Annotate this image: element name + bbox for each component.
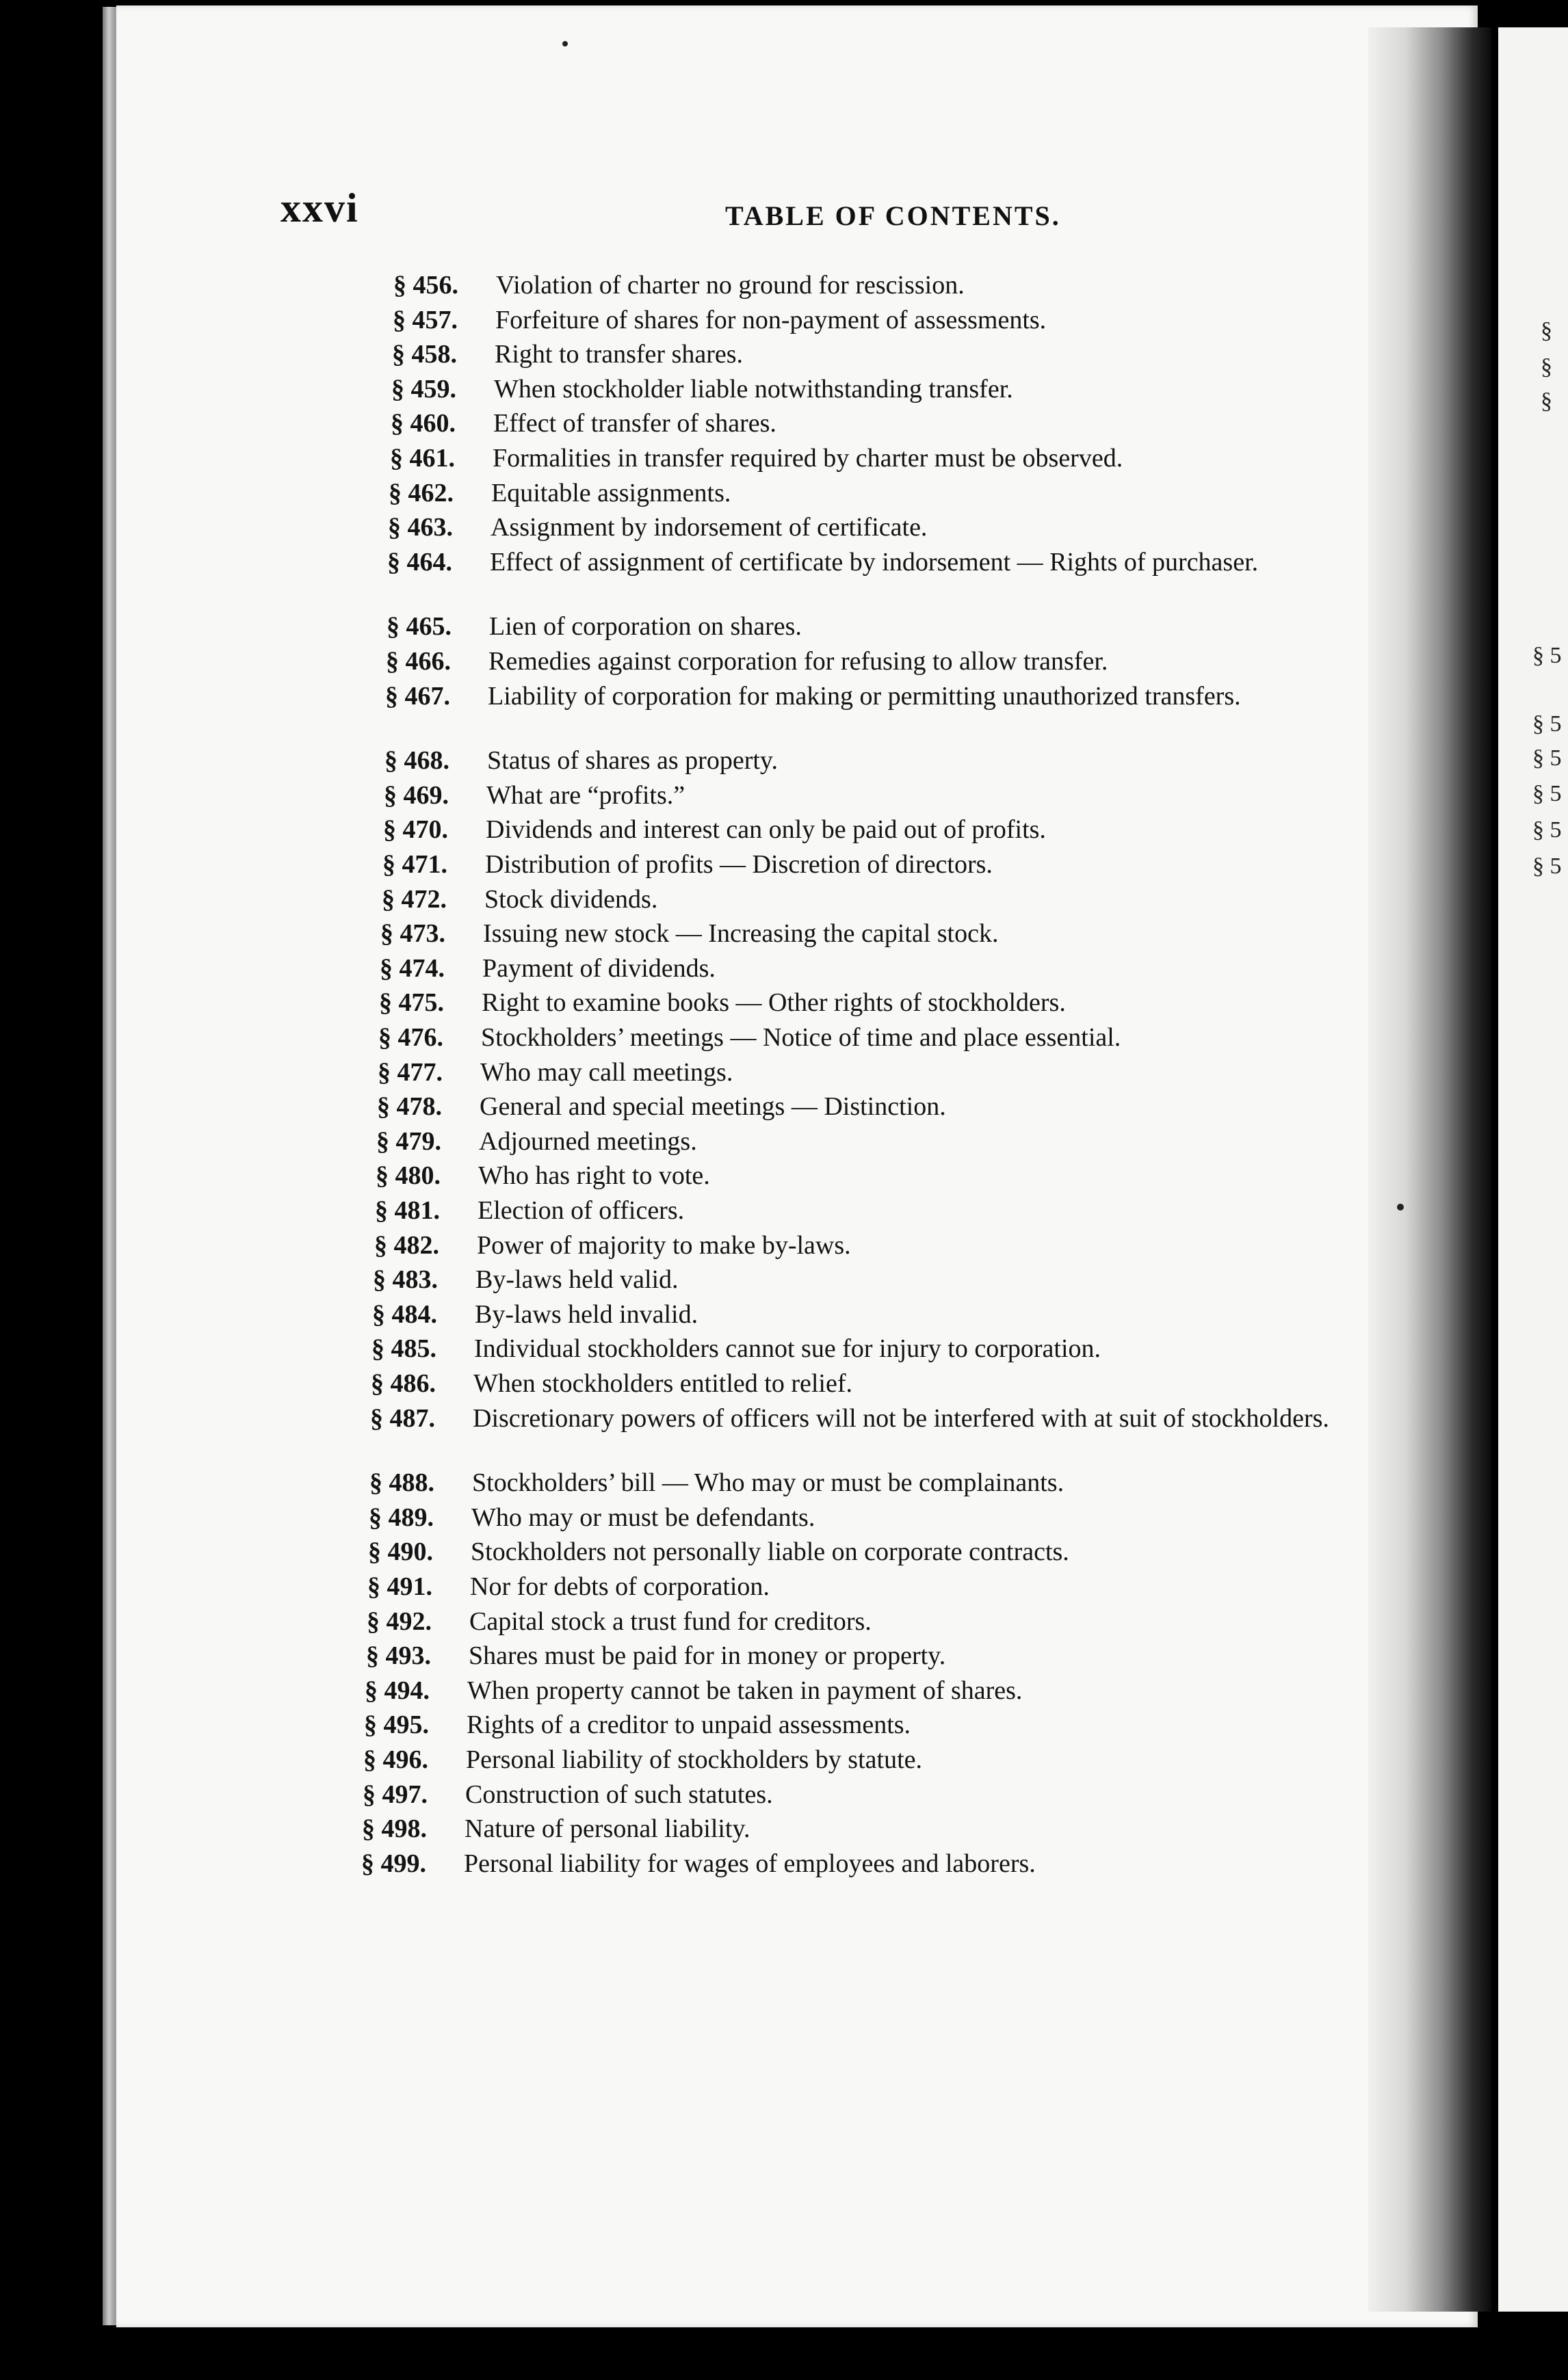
section-title: When stockholders entitled to relief. — [473, 1369, 852, 1398]
section-number: § 458. — [392, 340, 457, 369]
section-number: § 472. — [382, 885, 447, 914]
section-title: Personal liability for wages of employees and laborers. — [464, 1849, 1036, 1878]
section-number: § 486. — [371, 1369, 436, 1398]
section-number: § 465. — [387, 612, 452, 641]
section-number: § 462. — [389, 479, 454, 507]
section-title: General and special meetings — Distinction. — [480, 1092, 946, 1121]
section-title: Who may call meetings. — [480, 1058, 733, 1087]
facing-page-fragment: § 5 — [1532, 643, 1562, 668]
section-title: When property cannot be taken in payment of shares. — [467, 1676, 1023, 1705]
section-title: Discretionary powers of officers will not be interfered with at suit of stockholders. — [473, 1404, 1329, 1433]
section-title: What are “profits.” — [486, 781, 685, 810]
section-number: § 483. — [373, 1265, 438, 1294]
section-number: § 491. — [367, 1572, 432, 1601]
section-number: § 476. — [378, 1023, 443, 1052]
section-title: Lien of corporation on shares. — [489, 612, 802, 641]
section-number: § 481. — [375, 1196, 440, 1225]
section-title: Stock dividends. — [484, 885, 658, 914]
section-number: § 489. — [369, 1503, 434, 1532]
running-title: TABLE OF CONTENTS. — [725, 200, 1061, 231]
section-number: § 496. — [363, 1745, 428, 1774]
section-number: § 464. — [387, 548, 452, 577]
section-title: Liability of corporation for making or permitting unauthorized transfers. — [488, 682, 1241, 711]
section-number: § 488. — [369, 1468, 434, 1497]
section-title: Adjourned meetings. — [479, 1127, 697, 1156]
section-title: Who has right to vote. — [478, 1161, 710, 1190]
section-title: Nor for debts of corporation. — [470, 1572, 770, 1601]
section-title: Stockholders not personally liable on corporate contracts. — [471, 1537, 1069, 1566]
section-title: Capital stock a trust fund for creditors. — [469, 1607, 872, 1636]
section-number: § 480. — [376, 1161, 441, 1190]
section-number: § 482. — [374, 1231, 439, 1260]
section-title: Effect of assignment of certificate by indorsement — Rights of purchaser. — [490, 548, 1259, 577]
section-title: Remedies against corporation for refusing to allow transfer. — [488, 647, 1108, 676]
section-title: Payment of dividends. — [482, 954, 716, 983]
section-number: § 466. — [386, 647, 451, 676]
section-title: Stockholders’ bill — Who may or must be complainants. — [472, 1468, 1064, 1497]
section-number: § 467. — [385, 682, 450, 711]
print-speck — [562, 41, 568, 47]
facing-page-fragment: § 5 — [1532, 817, 1562, 843]
section-number: § 460. — [391, 409, 456, 438]
section-number: § 463. — [388, 513, 453, 542]
section-title: Election of officers. — [478, 1196, 685, 1225]
section-title: Nature of personal liability. — [465, 1814, 750, 1843]
section-title: Who may or must be defendants. — [471, 1503, 815, 1532]
section-number: § 478. — [377, 1092, 442, 1121]
section-number: § 485. — [371, 1334, 436, 1363]
section-number: § 479. — [376, 1127, 441, 1156]
section-title: When stockholder liable notwithstanding transfer. — [494, 375, 1013, 404]
section-title: Effect of transfer of shares. — [493, 409, 776, 438]
section-number: § 470. — [383, 815, 448, 844]
section-title: Stockholders’ meetings — Notice of time and place essential. — [481, 1023, 1121, 1052]
facing-page-fragment: § — [1541, 354, 1552, 380]
section-number: § 477. — [378, 1058, 443, 1087]
section-number: § 471. — [382, 850, 447, 879]
section-title: Right to examine books — Other rights of stockholders. — [482, 988, 1066, 1017]
section-title: Formalities in transfer required by charter must be observed. — [493, 444, 1123, 473]
section-title: Shares must be paid for in money or property. — [469, 1641, 946, 1670]
section-number: § 490. — [368, 1537, 433, 1566]
section-title: Construction of such statutes. — [465, 1780, 773, 1809]
section-number: § 497. — [363, 1780, 428, 1809]
section-title: Equitable assignments. — [491, 479, 731, 507]
section-number: § 493. — [366, 1641, 431, 1670]
facing-page-fragment: § 5 — [1532, 711, 1562, 737]
section-number: § 499. — [361, 1849, 426, 1878]
section-number: § 461. — [390, 444, 455, 473]
section-number: § 456. — [393, 271, 458, 300]
facing-page-fragment: § — [1541, 388, 1552, 414]
section-title: Issuing new stock — Increasing the capital stock. — [483, 919, 999, 948]
section-title: Distribution of profits — Discretion of directors. — [485, 850, 993, 879]
section-title: Violation of charter no ground for rescission. — [496, 271, 965, 300]
section-title: Personal liability of stockholders by statute. — [466, 1745, 923, 1774]
section-title: Right to transfer shares. — [495, 340, 744, 369]
print-speck — [1397, 1204, 1404, 1211]
page-number: xxvi — [280, 185, 359, 230]
section-number: § 468. — [384, 746, 449, 775]
section-number: § 484. — [372, 1300, 437, 1329]
section-number: § 475. — [379, 988, 444, 1017]
section-number: § 494. — [365, 1676, 430, 1705]
section-title: By-laws held valid. — [475, 1265, 679, 1294]
section-number: § 498. — [362, 1814, 427, 1843]
section-title: Individual stockholders cannot sue for injury to corporation. — [474, 1334, 1101, 1363]
section-number: § 495. — [364, 1710, 429, 1739]
section-number: § 487. — [370, 1404, 435, 1433]
section-number: § 469. — [384, 781, 449, 810]
section-number: § 459. — [391, 375, 456, 404]
section-title: By-laws held invalid. — [475, 1300, 698, 1329]
facing-page-fragment: § — [1541, 318, 1552, 343]
section-number: § 474. — [380, 954, 445, 983]
section-number: § 473. — [380, 919, 445, 948]
section-title: Dividends and interest can only be paid out of profits. — [486, 815, 1046, 844]
section-title: Power of majority to make by-laws. — [477, 1231, 851, 1260]
facing-page-fragment: § 5 — [1532, 854, 1562, 879]
section-number: § 492. — [367, 1607, 432, 1636]
section-title: Status of shares as property. — [487, 746, 778, 775]
section-title: Forfeiture of shares for non-payment of assessments. — [495, 306, 1047, 334]
section-title: Rights of a creditor to unpaid assessments. — [467, 1710, 911, 1739]
facing-page-fragment: § 5 — [1532, 781, 1562, 806]
section-title: Assignment by indorsement of certificate. — [491, 513, 928, 542]
section-number: § 457. — [393, 306, 458, 334]
facing-page-fragment: § 5 — [1532, 745, 1562, 771]
